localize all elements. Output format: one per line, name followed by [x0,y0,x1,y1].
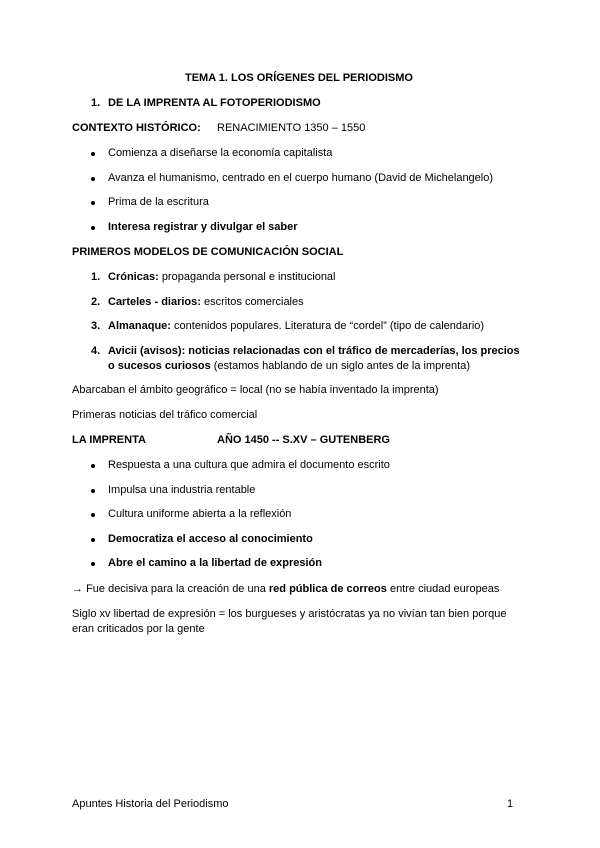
item-term: Avicii (avisos): noticias relacionadas con el tráfico de mercaderías, los precios [108,345,520,357]
context-label: CONTEXTO HISTÓRICO: [72,122,201,134]
item-text: contenidos populares. Literatura de “cordel” (tipo de calendario) [174,320,485,332]
paragraph [72,582,499,596]
item-text: escritos comerciales [203,296,304,308]
page-title: TEMA 1. LOS ORÍGENES DEL PERIODISMO [185,72,413,84]
context-value: RENACIMIENTO 1350 – 1550 [217,122,366,134]
item-term: o sucesos curiosos [108,360,211,372]
footer-text: Apuntes Historia del Periodismo [72,798,229,810]
imprenta-label: LA IMPRENTA [72,434,146,446]
item-number: 4. [91,345,101,357]
imprenta-value: AÑO 1450 -- S.XV – GUTENBERG [217,434,390,446]
bullet-icon [91,226,95,230]
arrow-icon: → [72,583,83,595]
item-number: 3. [91,320,101,332]
bullet-icon [91,562,95,566]
list-item: Impulsa una industria rentable [108,484,256,496]
paragraph: Abarcaban el ámbito geográfico = local (no se había inventado la imprenta) [72,384,439,396]
item-term: Crónicas: [108,271,159,283]
paragraph: Primeras noticias del tráfico comercial [72,409,258,421]
bullet-icon [91,201,95,205]
item-term: Almanaque: [108,320,171,332]
item-text: (estamos hablando de un siglo antes de la imprenta) [213,360,470,372]
list-item: Prima de la escritura [108,196,209,208]
bullet-icon [91,513,95,517]
list-item [108,359,470,373]
item-term: Carteles - diarios: [108,296,201,308]
bullet-icon [91,152,95,156]
paragraph-text: entre ciudad europeas [389,583,500,595]
list-item: Comienza a diseñarse la economía capitalista [108,147,333,159]
list-item: Interesa registrar y divulgar el saber [108,221,298,233]
paragraph-text: Fue decisiva para la creación de una [86,583,266,595]
bullet-icon [91,538,95,542]
item-text: propaganda personal e institucional [161,271,336,283]
item-number: 1. [91,271,101,283]
list-item: Respuesta a una cultura que admira el documento escrito [108,459,390,471]
bullet-icon [91,177,95,181]
section-heading: DE LA IMPRENTA AL FOTOPERIODISMO [108,97,321,109]
list-item [108,295,304,309]
paragraph: Siglo xv libertad de expresión = los burgueses y aristócratas ya no vivían tan bien porque [72,608,507,620]
page-number: 1 [507,798,514,810]
list-item: Cultura uniforme abierta a la reflexión [108,508,292,520]
bullet-icon [91,489,95,493]
list-item [108,319,484,333]
models-heading: PRIMEROS MODELOS DE COMUNICACIÓN SOCIAL [72,246,344,258]
list-item: Avanza el humanismo, centrado en el cuerpo humano (David de Michelangelo) [108,172,494,184]
paragraph: eran criticados por la gente [72,623,205,635]
bullet-icon [91,464,95,468]
list-item [108,270,336,284]
item-number: 2. [91,296,101,308]
section-number: 1. [91,97,101,109]
paragraph-bold: red pública de correos [268,583,387,595]
list-item: Abre el camino a la libertad de expresión [108,557,322,569]
list-item: Democratiza el acceso al conocimiento [108,533,313,545]
